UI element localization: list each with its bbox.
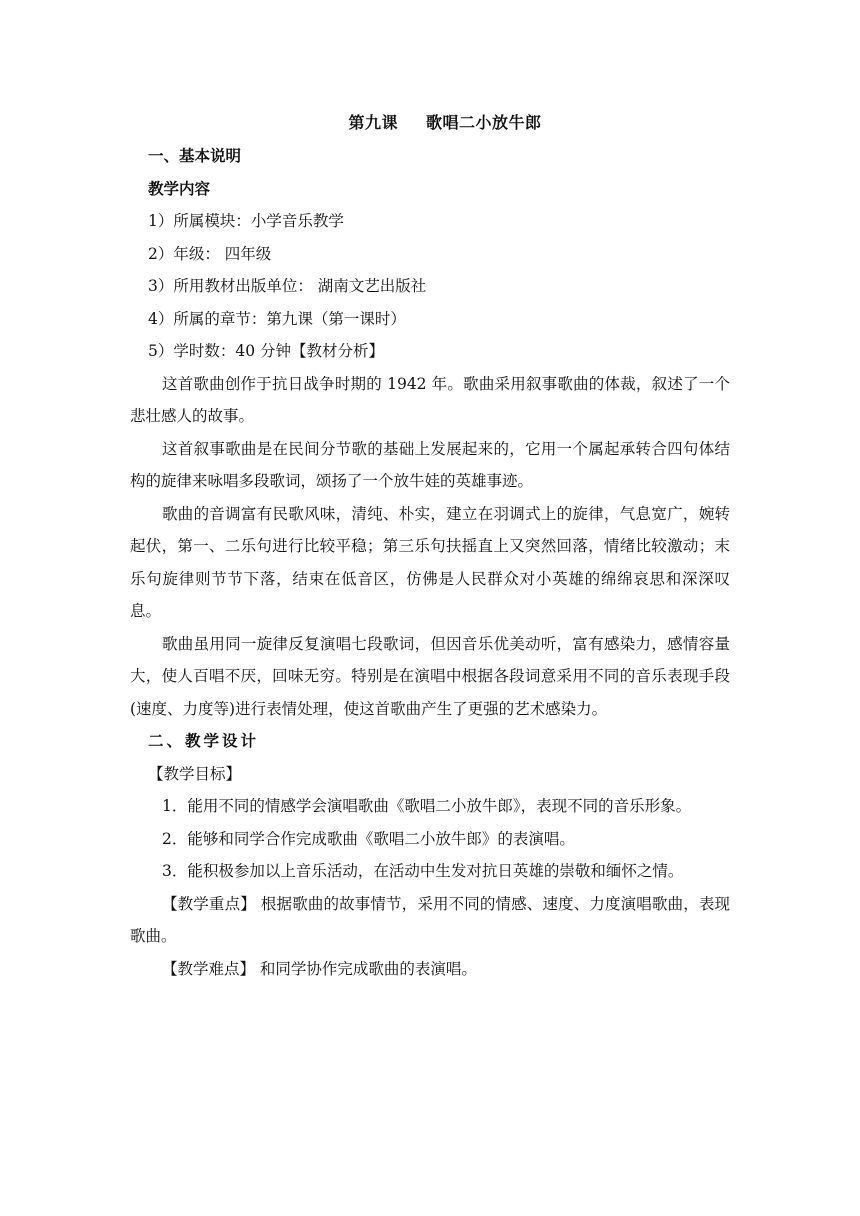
objectives-heading: 【教学目标】 bbox=[148, 764, 242, 783]
info-item-publisher: 3）所用教材出版单位： 湖南文艺出版社 bbox=[148, 277, 427, 295]
analysis-paragraph-2: 这首叙事歌曲是在民间分节歌的基础上发展起来的，它用一个属起承转合四句体结构的旋律来咏唱多段歌词，颂扬了一个放牛娃的英雄事迹。 bbox=[130, 439, 730, 490]
analysis-paragraph-3: 歌曲的音调富有民歌风味，清纯、朴实，建立在羽调式上的旋律，气息宽广，婉转起伏，第一、二乐句进行比较平稳；第三乐句扶摇直上又突然回落，情绪比较激动；末乐句旋律则节节下落，结束在低音区，仿佛是人民群众对小英雄的绵绵哀思和深深叹息。 bbox=[130, 504, 730, 620]
info-item-grade: 2）年级： 四年级 bbox=[148, 244, 272, 263]
analysis-paragraph-4: 歌曲虽用同一旋律反复演唱七段歌词，但因音乐优美动听，富有感染力，感情容量大，使人百唱不厌，回味无穷。特别是在演唱中根据各段词意采用不同的音乐表现手段(速度、力度等)进行表情处理，使这首歌曲产生了更强的艺术感染力。 bbox=[130, 634, 730, 718]
difficult-point: 【教学难点】 和同学协作完成歌曲的表演唱。 bbox=[162, 959, 477, 978]
info-item-module: 1）所属模块：小学音乐教学 bbox=[148, 212, 344, 230]
analysis-paragraph-1: 这首歌曲创作于抗日战争时期的 1942 年。歌曲采用叙事歌曲的体裁，叙述了一个悲壮感人的故事。 bbox=[130, 374, 730, 425]
objective-1: 1．能用不同的情感学会演唱歌曲《歌唱二小放牛郎》，表现不同的音乐形象。 bbox=[162, 797, 692, 815]
objective-3: 3．能积极参加以上音乐活动，在活动中生发对抗日英雄的崇敬和缅怀之情。 bbox=[162, 862, 684, 880]
info-item-hours: 5）学时数：40 分钟【教材分析】 bbox=[148, 342, 385, 360]
teaching-content-heading: 教学内容 bbox=[148, 178, 211, 198]
info-item-chapter: 4）所属的章节：第九课（第一课时） bbox=[148, 309, 406, 328]
title-song: 歌唱二小放牛郎 bbox=[426, 113, 542, 132]
key-point: 【教学重点】 根据歌曲的故事情节，采用不同的情感、速度、力度演唱歌曲，表现歌曲。 bbox=[130, 894, 730, 945]
section2-heading: 二、教学设计 bbox=[148, 731, 260, 750]
document-body bbox=[130, 108, 730, 985]
title-lesson: 第九课 bbox=[348, 113, 398, 132]
objective-2: 2．能够和同学合作完成歌曲《歌唱二小放牛郎》的表演唱。 bbox=[162, 829, 575, 848]
document-title bbox=[160, 108, 730, 140]
section1-heading: 一、基本说明 bbox=[148, 146, 242, 165]
